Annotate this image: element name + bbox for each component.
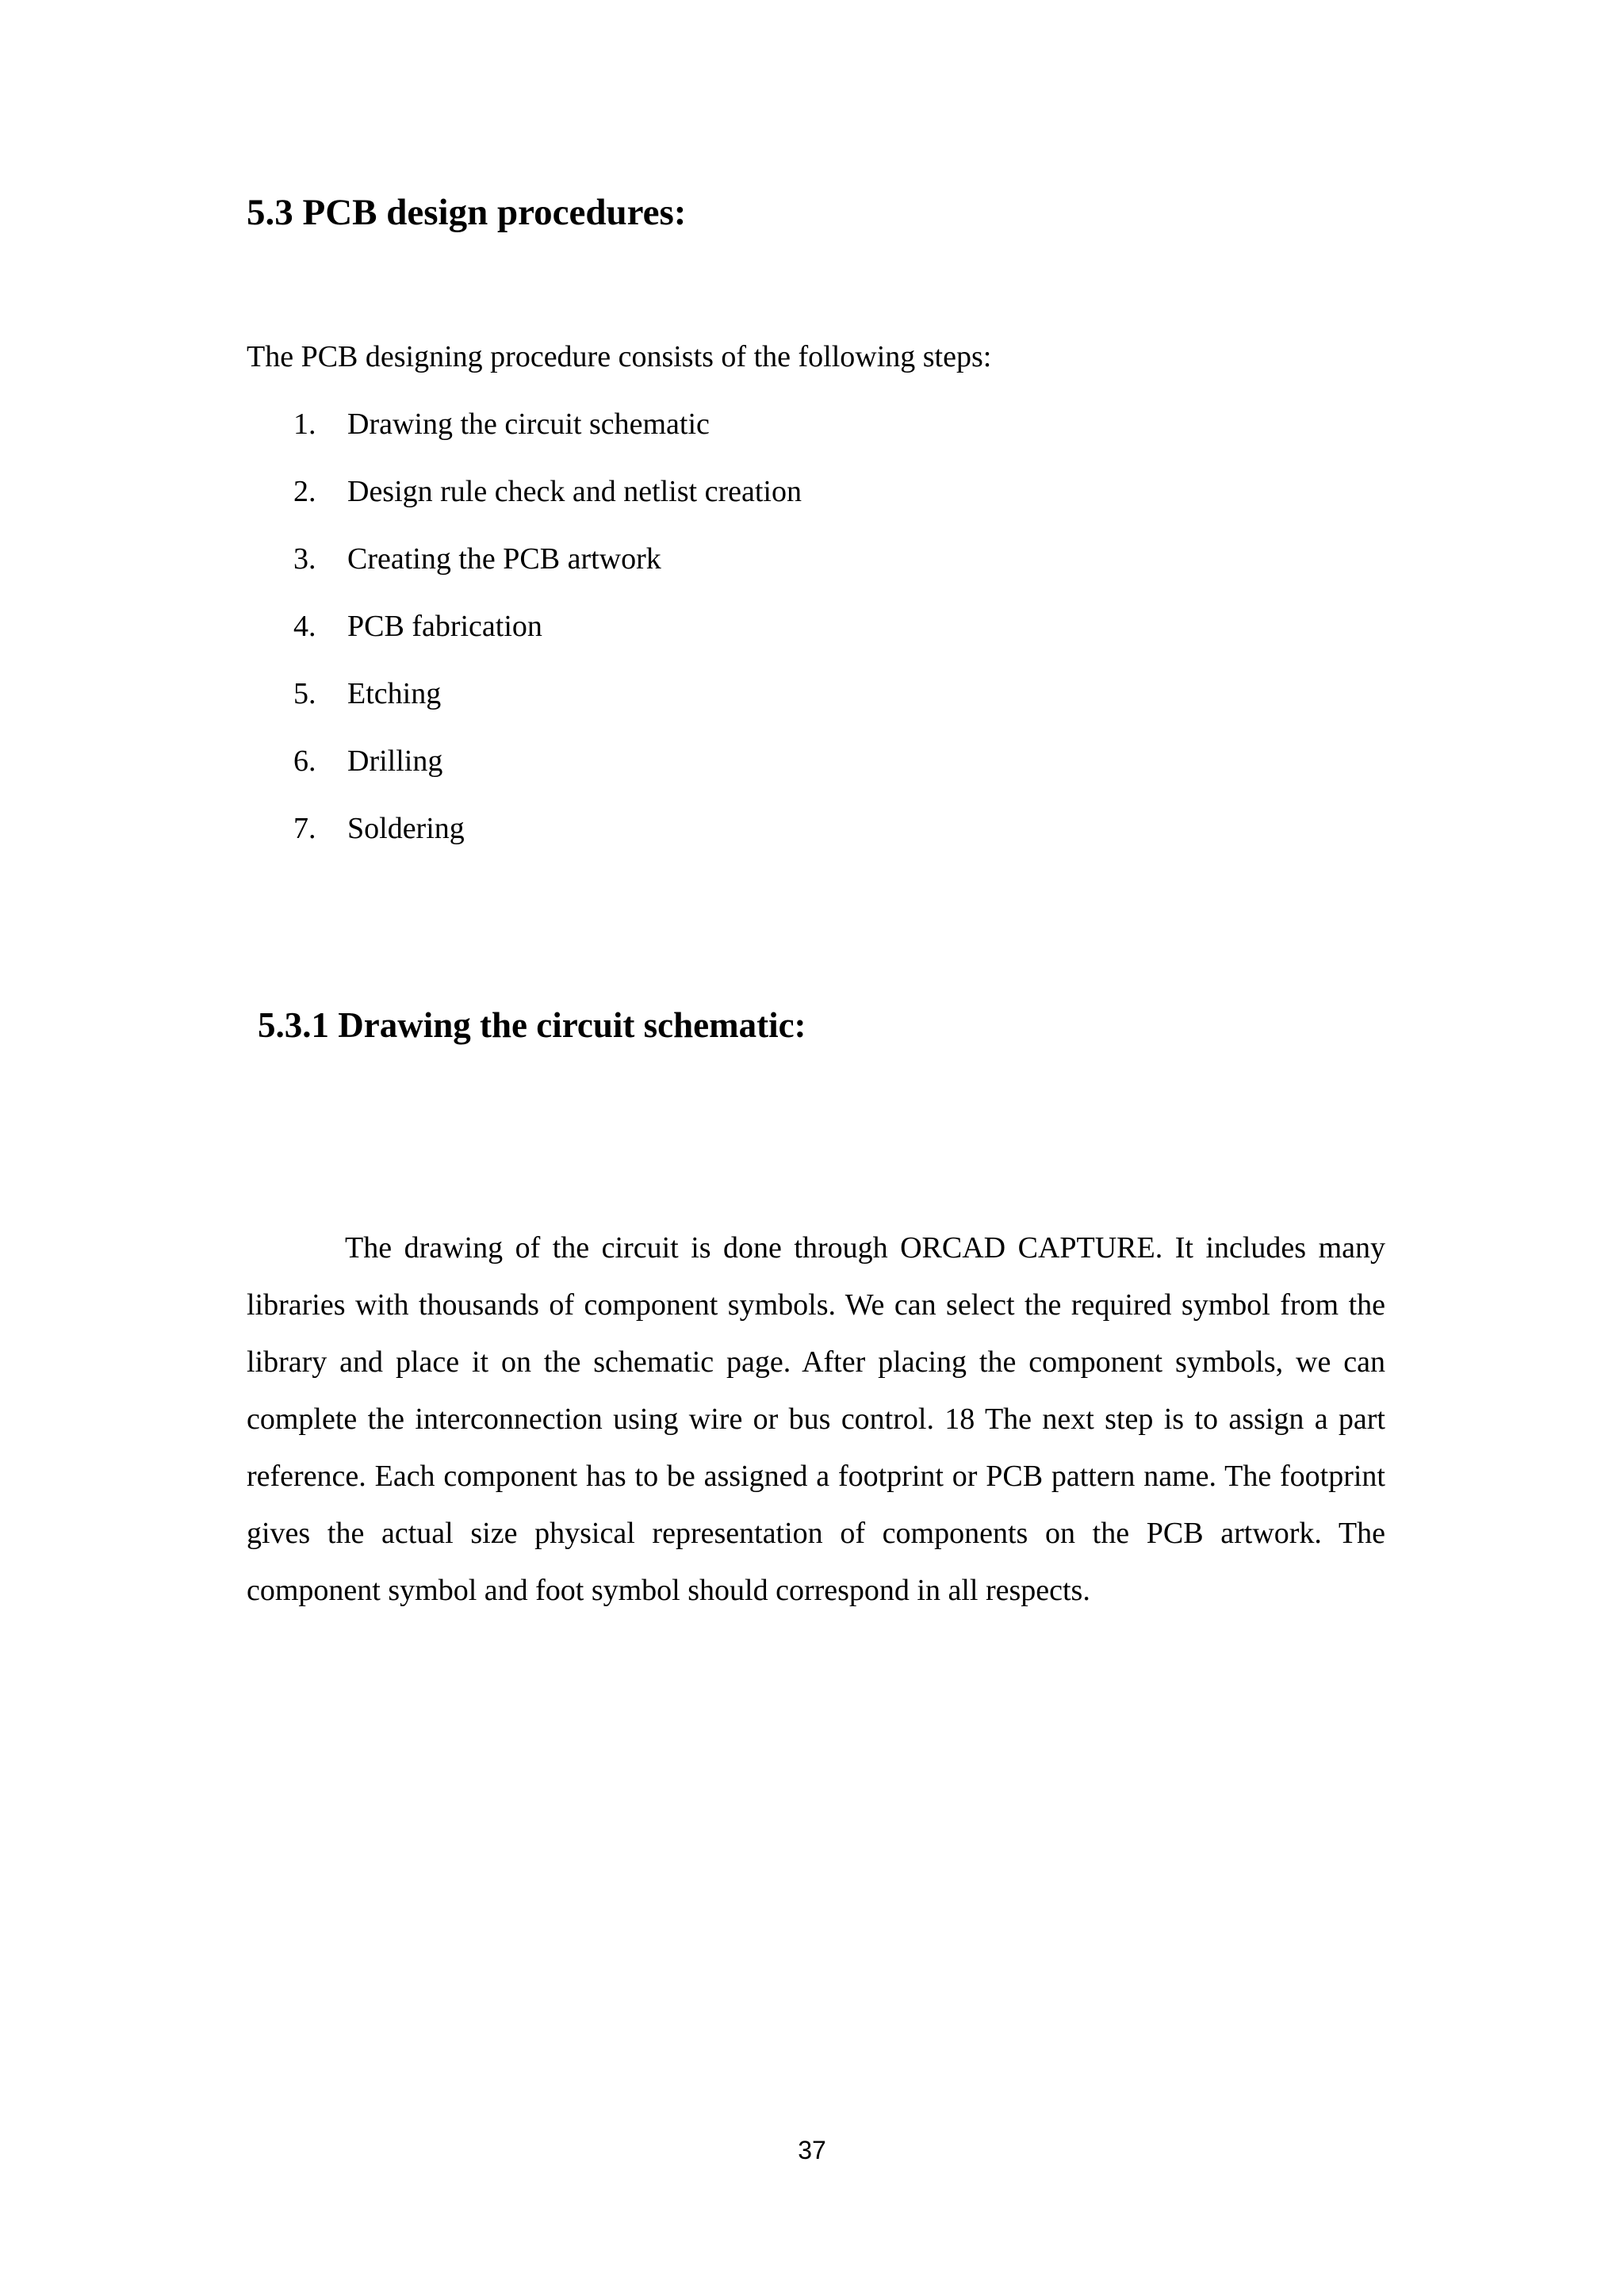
list-item bbox=[293, 609, 802, 676]
list-item-text: Drilling bbox=[347, 744, 443, 778]
list-item-number: 6. bbox=[293, 744, 316, 778]
list-item-text: Design rule check and netlist creation bbox=[347, 475, 802, 508]
list-item bbox=[293, 744, 802, 811]
list-item-text: PCB fabrication bbox=[347, 610, 542, 643]
body-paragraph: The drawing of the circuit is done through ORCAD CAPTURE. It includes many libraries with thousands of component symbols. We can select the required symbol from the library and place it on the schematic page. After placing the component symbols, we can complete the interconnection using wire or bus control. 18 The next step is to assign a part reference. Each component has to be assigned a footprint or PCB pattern name. The footprint gives the actual size physical representation of components on the PCB artwork. The component symbol and foot symbol should correspond in all respects. bbox=[247, 1231, 1385, 1607]
list-item-number: 3. bbox=[293, 542, 316, 576]
page-number: 37 bbox=[798, 2136, 826, 2164]
list-item-number: 2. bbox=[293, 475, 316, 508]
list-item-text: Creating the PCB artwork bbox=[347, 542, 661, 576]
intro-text: The PCB designing procedure consists of the following steps: bbox=[247, 340, 992, 373]
list-item-text: Etching bbox=[347, 677, 442, 710]
section-heading: 5.3 PCB design procedures: bbox=[247, 192, 687, 233]
steps-list bbox=[293, 407, 802, 878]
list-item bbox=[293, 676, 802, 744]
list-item-number: 7. bbox=[293, 812, 316, 845]
list-item-text: Soldering bbox=[347, 812, 465, 845]
list-item-number: 1. bbox=[293, 408, 316, 441]
list-item bbox=[293, 474, 802, 541]
list-item-number: 5. bbox=[293, 677, 316, 710]
list-item bbox=[293, 407, 802, 474]
list-item-text: Drawing the circuit schematic bbox=[347, 408, 710, 441]
list-item bbox=[293, 811, 802, 878]
list-item-number: 4. bbox=[293, 610, 316, 643]
subsection-heading: 5.3.1 Drawing the circuit schematic: bbox=[258, 1005, 806, 1045]
list-item bbox=[293, 541, 802, 609]
